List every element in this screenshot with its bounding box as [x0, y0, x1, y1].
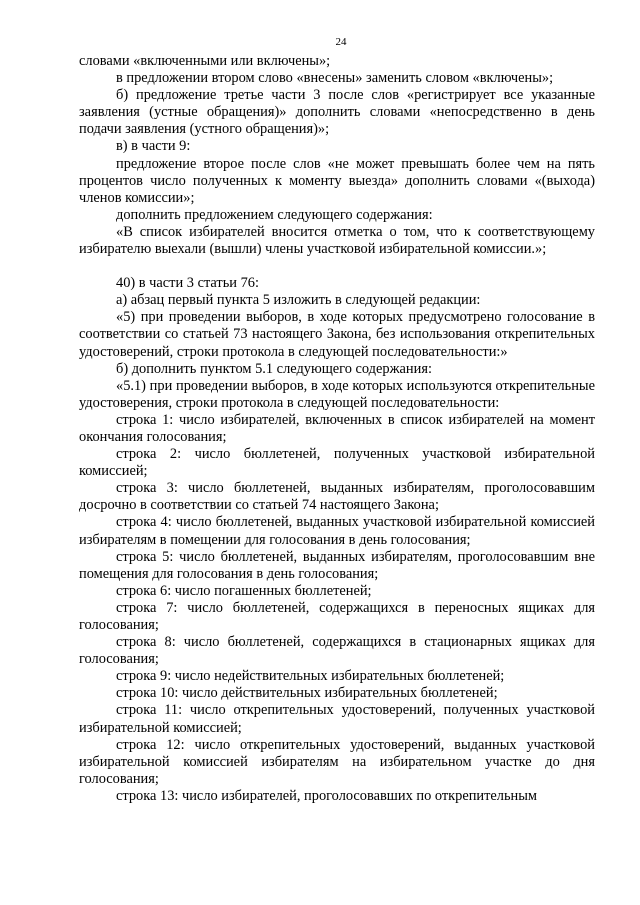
paragraph: строка 12: число открепительных удостоверений, выданных участковой избирательной комиссией избирателям на избирательном участке до дня голосования; [79, 736, 595, 787]
paragraph: строка 11: число открепительных удостоверений, полученных участковой избирательной комиссией; [79, 702, 595, 736]
paragraph: строка 8: число бюллетеней, содержащихся в стационарных ящиках для голосования; [79, 634, 595, 668]
paragraph: строка 10: число действительных избирательных бюллетеней; [116, 685, 498, 702]
paragraph-gap [79, 258, 595, 275]
paragraph: 40) в части 3 статьи 76: [116, 275, 259, 292]
paragraph: строка 13: число избирателей, проголосовавших по открепительным [116, 787, 538, 804]
paragraph: словами «включенными или включены»; [79, 53, 331, 69]
paragraph: предложение второе после слов «не может превышать более чем на пять процентов число полученных к моменту выезда» дополнить словами «(выхода) членов комиссии»; [79, 155, 595, 206]
paragraph: строка 3: число бюллетеней, выданных избирателям, проголосовавшим досрочно в соответствии со статьей 74 настоящего Закона; [79, 480, 595, 514]
paragraph: строка 9: число недействительных избирательных бюллетеней; [116, 668, 505, 685]
paragraph: строка 4: число бюллетеней, выданных участковой избирательной комиссией избирателям в помещении для голосования в день голосования; [79, 514, 595, 548]
paragraph: строка 2: число бюллетеней, полученных участковой избирательной комиссией; [79, 446, 595, 480]
amendment-block-article-76 [79, 275, 595, 805]
paragraph: б) дополнить пунктом 5.1 следующего содержания: [116, 360, 432, 377]
paragraph: в) в части 9: [116, 138, 191, 155]
paragraph: строка 7: число бюллетеней, содержащихся в переносных ящиках для голосования; [79, 599, 595, 633]
paragraph: строка 6: число погашенных бюллетеней; [116, 582, 372, 599]
amendment-block-part-9 [79, 53, 595, 258]
document-page [79, 36, 595, 805]
paragraph: дополнить предложением следующего содержания: [116, 206, 433, 223]
page-number: 24 [335, 36, 347, 48]
paragraph: «В список избирателей вносится отметка о том, что к соответствующему избирателю выехали (вышли) члены участковой избирательной комиссии.»; [79, 223, 595, 258]
paragraph: в предложении втором слово «внесены» заменить словом «включены»; [116, 70, 554, 87]
paragraph: а) абзац первый пункта 5 изложить в следующей редакции: [116, 292, 481, 309]
paragraph: б) предложение третье части 3 после слов «регистрирует все указанные заявления (устные обращения)» дополнить словами «непосредственно в день подачи заявления (устного обращения)»; [79, 87, 595, 138]
paragraph: строка 1: число избирателей, включенных в список избирателей на момент окончания голосования; [79, 411, 595, 445]
paragraph: «5) при проведении выборов, в ходе которых предусмотрено голосование в соответствии со статьей 73 настоящего Закона, без использования открепительных удостоверений, строки протокола в следующей последовательности:» [79, 309, 595, 360]
paragraph: строка 5: число бюллетеней, выданных избирателям, проголосовавшим вне помещения для голосования в день голосования; [79, 548, 595, 582]
paragraph: «5.1) при проведении выборов, в ходе которых используются открепительные удостоверения, строки протокола в следующей последовательности: [79, 377, 595, 411]
